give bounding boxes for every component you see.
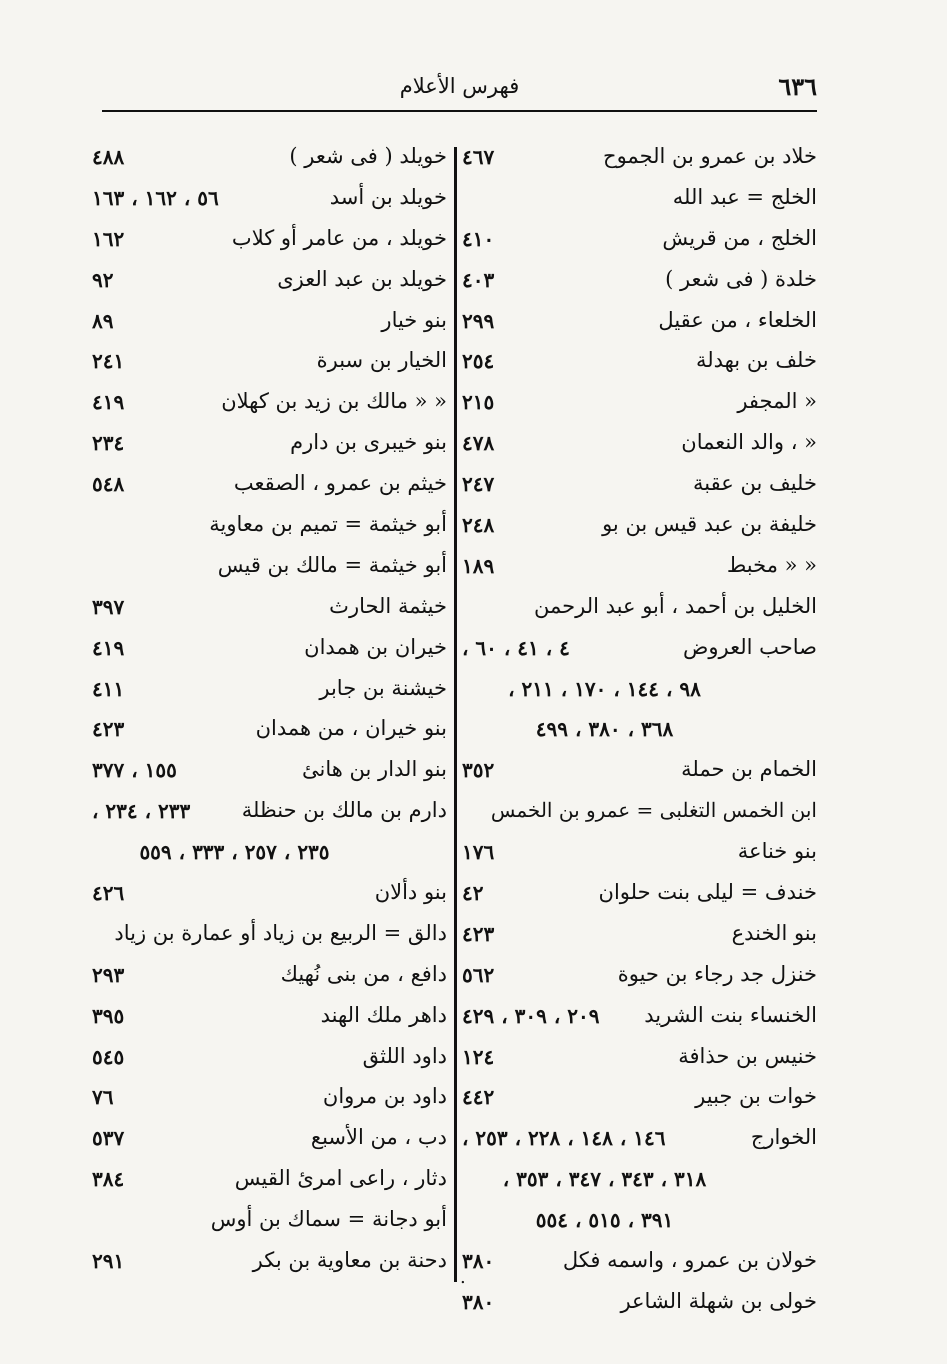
index-entry (462, 917, 817, 958)
entry-pages: ٢٠٩ ، ٣٠٩ ، ٤٢٩ (462, 1003, 600, 1028)
index-entry (462, 1040, 817, 1081)
entry-pages: ٣٨٠ (462, 1289, 495, 1314)
index-entry (92, 876, 447, 917)
entry-name: خولان بن عمرو ، واسمه فكل (562, 1248, 817, 1273)
entry-pages: ٩٢ (92, 267, 114, 292)
index-entry (92, 1080, 447, 1121)
entry-name: داود اللثق (362, 1043, 447, 1068)
entry-name: الخيار بن سبرة (316, 348, 447, 373)
index-entry (92, 140, 447, 181)
index-entry (462, 304, 817, 345)
index-entry (92, 753, 447, 794)
index-entry (92, 917, 447, 958)
entry-pages-continuation: ٢٣٥ ، ٢٥٧ ، ٣٣٣ ، ٥٥٩ (139, 840, 330, 865)
index-entry (92, 672, 447, 713)
index-entry (92, 590, 447, 631)
index-entry (462, 794, 817, 835)
index-entry (92, 712, 447, 753)
entry-name: الخلج ، من قريش (662, 225, 817, 250)
entry-pages: ١٧٦ (462, 840, 495, 865)
index-entry (92, 999, 447, 1040)
entry-pages: ٤٢ (462, 881, 484, 906)
entry-pages: ٢٤٨ (462, 513, 495, 538)
entry-pages: ٤٦٧ (462, 145, 495, 169)
page-number: ٦٣٦ (778, 72, 817, 101)
entry-pages: ٥٣٧ (92, 1126, 125, 1151)
index-entry (462, 631, 817, 672)
entry-pages: ٢٤٧ (462, 472, 495, 497)
entry-name: الخوارج (750, 1125, 817, 1150)
entry-name: بنو الدار بن هانئ (302, 757, 447, 782)
entry-pages: ٤١٩ (92, 390, 125, 415)
index-entry (92, 222, 447, 263)
entry-pages: ٤١١ (92, 676, 125, 701)
entry-pages: ٥٤٨ (92, 472, 125, 497)
index-entry (462, 753, 817, 794)
entry-name: بنو خيبرى بن دارم (290, 430, 447, 455)
entry-pages-continuation: ٣١٨ ، ٣٤٣ ، ٣٤٧ ، ٣٥٣ ، (502, 1167, 707, 1192)
entry-name: دثار ، راعى امرئ القيس (234, 1166, 447, 1191)
index-entry (462, 508, 817, 549)
index-entry (462, 222, 817, 263)
index-entry (462, 263, 817, 304)
index-entry (92, 1203, 447, 1244)
index-entry (92, 1244, 447, 1285)
entry-pages: ٤٨٨ (92, 145, 125, 169)
entry-pages: ٤ ، ٤١ ، ٦٠ ، (462, 635, 570, 660)
entry-name: صاحب العروض (683, 634, 817, 659)
index-entry (92, 1162, 447, 1203)
index-entry (462, 1080, 817, 1121)
entry-name: الخنساء بنت الشريد (644, 1002, 817, 1027)
entry-pages: ٤٤٢ (462, 1085, 495, 1110)
index-entry (92, 385, 447, 426)
entry-name: دافع ، من بنى نُهيك (280, 961, 447, 986)
index-entry (462, 1121, 817, 1162)
entry-name: بنو الخندع (731, 920, 817, 945)
entry-name: « المجفر (737, 389, 817, 414)
entry-name: داود بن مروان (322, 1084, 447, 1109)
index-entry (92, 344, 447, 385)
index-entry (462, 1244, 817, 1285)
entry-pages: ٢٤١ (92, 349, 125, 374)
index-entry (92, 794, 447, 835)
entry-name: خيران بن همدان (304, 634, 447, 659)
index-entry (92, 263, 447, 304)
index-entry (92, 549, 447, 590)
entry-pages: ١٨٩ (462, 553, 495, 578)
entry-pages: ١٢٤ (462, 1044, 495, 1069)
entry-pages: ٨٩ (92, 308, 114, 333)
entry-pages: ٢٥٤ (462, 349, 495, 374)
entry-name: خليف بن عقبة (693, 471, 817, 496)
entry-name: خنيس بن حذافة (678, 1043, 817, 1068)
entry-name: خويلد بن أسد (329, 184, 447, 209)
column-divider (454, 147, 457, 1282)
index-entry (462, 999, 817, 1040)
entry-pages: ٣٩٥ (92, 1003, 125, 1028)
entry-name: خويلد ، من عامر أو كلاب (231, 225, 447, 250)
entry-pages: ١٤٦ ، ١٤٨ ، ٢٢٨ ، ٢٥٣ ، (462, 1126, 666, 1151)
entry-name: بنو دألان (374, 880, 447, 905)
entry-pages: ٤٠٣ (462, 267, 495, 292)
entry-name: بنو خيران ، من همدان (255, 716, 447, 741)
index-entry (92, 835, 447, 876)
index-entry (462, 835, 817, 876)
entry-pages: ٥٤٥ (92, 1044, 125, 1069)
index-entry (462, 181, 817, 222)
entry-pages: ٣٩٧ (92, 594, 125, 619)
entry-name: خلف بن بهدلة (695, 348, 817, 373)
entry-pages: ٤٢٣ (92, 717, 125, 742)
entry-name: خيثمة الحارث (329, 593, 447, 618)
entry-pages: ٢٣٣ ، ٢٣٤ ، (92, 799, 191, 824)
entry-name: « « مخبط (726, 552, 817, 577)
entry-name: بنو خيار (381, 307, 447, 332)
index-column-left (92, 140, 447, 1285)
entry-pages: ٢٩٣ (92, 962, 125, 987)
entry-name: الخلعاء ، من عقيل (658, 307, 817, 332)
index-entry (462, 1285, 817, 1326)
index-entry (462, 876, 817, 917)
entry-pages-continuation: ٣٩١ ، ٥١٥ ، ٥٥٤ (535, 1208, 674, 1233)
entry-pages: ٣٥٢ (462, 758, 495, 783)
index-entry (462, 672, 817, 713)
index-column-right (462, 140, 817, 1326)
index-entry (92, 1121, 447, 1162)
entry-name: أبو دجانة = سماك بن أوس (210, 1207, 447, 1232)
entry-name: دارم بن مالك بن حنظلة (241, 798, 447, 823)
entry-pages: ٢٩١ (92, 1249, 125, 1274)
index-entry (462, 140, 817, 181)
page-header (102, 72, 817, 106)
entry-name: دحنة بن معاوية بن بكر (252, 1248, 447, 1273)
index-entry (462, 467, 817, 508)
entry-name: خيثم بن عمرو ، الصقعب (233, 471, 447, 496)
end-dot: . (460, 1267, 466, 1288)
entry-name: أبو خيثمة = تميم بن معاوية (209, 512, 447, 537)
entry-name: خندف = ليلى بنت حلوان (598, 880, 817, 905)
entry-pages: ٤٢٦ (92, 881, 125, 906)
entry-pages: ٢٣٤ (92, 431, 125, 456)
entry-pages: ٤١٠ (462, 226, 495, 251)
index-entry (92, 1040, 447, 1081)
entry-pages: ٢١٥ (462, 390, 495, 415)
entry-name: أبو خيثمة = مالك بن قيس (217, 552, 447, 577)
index-entry (92, 181, 447, 222)
entry-name: خلاد بن عمرو بن الجموح (603, 144, 817, 168)
index-entry (462, 1203, 817, 1244)
page-title: فهرس الأعلام (399, 74, 520, 98)
header-rule (102, 110, 817, 112)
index-entry (462, 385, 817, 426)
entry-name: « « مالك بن زيد بن كهلان (221, 389, 447, 414)
entry-name: دب ، من الأسبع (310, 1125, 447, 1150)
entry-pages: ٥٦ ، ١٦٢ ، ١٦٣ (92, 185, 219, 210)
entry-name: دالق = الربيع بن زياد أو عمارة بن زياد (114, 920, 447, 945)
entry-name: بنو خناعة (737, 839, 817, 864)
entry-name: ابن الخمس التغلبى = عمرو بن الخمس (490, 798, 817, 823)
entry-pages: ٣٨٤ (92, 1167, 125, 1192)
entry-name: خلدة ( فى شعر ) (665, 266, 817, 291)
entry-name: داهر ملك الهند (320, 1002, 447, 1027)
entry-pages: ٤٢٣ (462, 921, 495, 946)
index-entry (462, 1162, 817, 1203)
index-entry (92, 508, 447, 549)
entry-name: خويلد ( فى شعر ) (289, 144, 447, 168)
entry-pages: ٧٦ (92, 1085, 114, 1110)
entry-pages: ٢٩٩ (462, 308, 495, 333)
entry-name: خنزل جد رجاء بن حيوة (617, 961, 817, 986)
entry-pages-continuation: ٩٨ ، ١٤٤ ، ١٧٠ ، ٢١١ ، (508, 676, 701, 701)
entry-name: خليفة بن عبد قيس بن بو (602, 512, 817, 537)
entry-pages: ٥٦٢ (462, 962, 495, 987)
entry-pages: ٤١٩ (92, 635, 125, 660)
entry-name: الخليل بن أحمد ، أبو عبد الرحمن (534, 593, 817, 618)
entry-name: الخمام بن حملة (681, 757, 817, 782)
index-entry (92, 426, 447, 467)
index-entry (462, 344, 817, 385)
index-entry (462, 590, 817, 631)
index-entry (462, 549, 817, 590)
index-entry (92, 467, 447, 508)
index-entry (462, 426, 817, 467)
entry-name: خولى بن شهلة الشاعر (620, 1288, 817, 1313)
entry-pages: ٤٧٨ (462, 431, 495, 456)
entry-pages: ١٦٢ (92, 226, 125, 251)
index-entry (92, 304, 447, 345)
entry-name: خويلد بن عبد العزى (277, 266, 447, 291)
entry-name: الخلج = عبد الله (672, 184, 817, 209)
entry-pages: ٣٨٠ (462, 1249, 495, 1274)
index-entry (462, 958, 817, 999)
index-entry (92, 631, 447, 672)
entry-pages: ١٥٥ ، ٣٧٧ (92, 758, 177, 783)
entry-pages-continuation: ٣٦٨ ، ٣٨٠ ، ٤٩٩ (535, 717, 674, 742)
index-entry (462, 712, 817, 753)
entry-name: خيشنة بن جابر (319, 675, 447, 700)
entry-name: خوات بن جبير (695, 1084, 817, 1109)
entry-name: « ، والد النعمان (681, 430, 817, 455)
index-entry (92, 958, 447, 999)
